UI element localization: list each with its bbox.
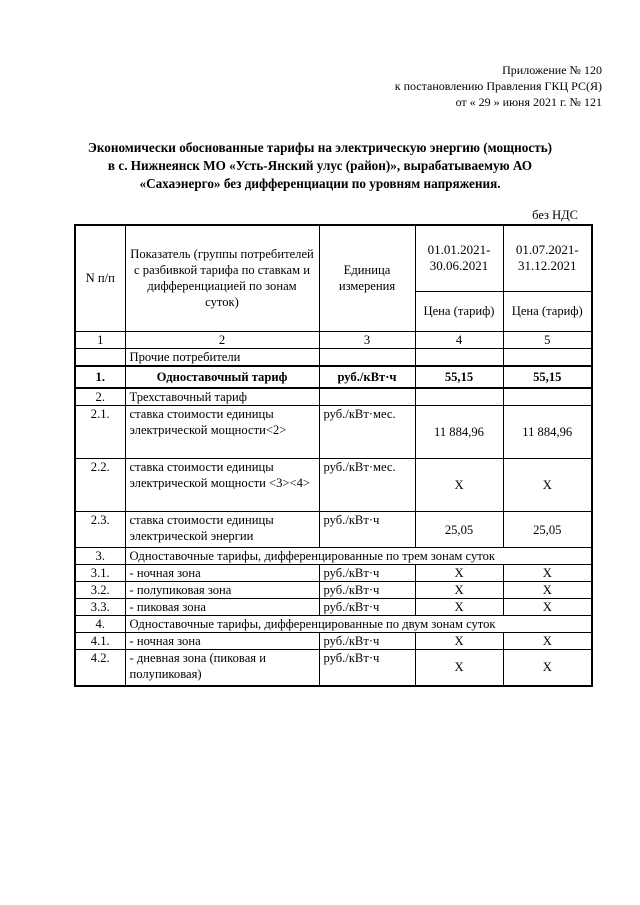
row-value-1: Х xyxy=(415,459,503,512)
table-row xyxy=(75,388,592,406)
title-line-3: «Сахаэнерго» без дифференциации по уровням напряжения. xyxy=(139,176,501,191)
table-row xyxy=(75,616,592,633)
vat-note: без НДС xyxy=(532,208,578,222)
row-num: 4.2. xyxy=(75,650,125,686)
row-unit: руб./кВт·ч xyxy=(319,565,415,582)
row-name: - дневная зона (пиковая и полупиковая) xyxy=(125,650,319,686)
row-name: ставка стоимости единицы электрической мощности<2> xyxy=(125,406,319,459)
row-value-2: Х xyxy=(503,459,592,512)
row-num: 4. xyxy=(75,616,125,633)
row-value-2: Х xyxy=(503,565,592,582)
row-unit: руб./кВт·мес. xyxy=(319,406,415,459)
appendix-line-1: Приложение № 120 xyxy=(502,63,602,77)
table-row xyxy=(75,366,592,388)
row-num: 3.3. xyxy=(75,599,125,616)
row-num: 2.2. xyxy=(75,459,125,512)
row-num: 3.1. xyxy=(75,565,125,582)
row-unit: руб./кВт·ч xyxy=(319,582,415,599)
table-row xyxy=(75,650,592,686)
row-value-2: Х xyxy=(503,582,592,599)
row-name: ставка стоимости единицы электрической энергии xyxy=(125,512,319,548)
col-num-5: 5 xyxy=(503,331,592,348)
row-value-2: Х xyxy=(503,599,592,616)
row-unit: руб./кВт·ч xyxy=(319,599,415,616)
title-line-2: в с. Нижнеянск МО «Усть-Янский улус (район)», вырабатываемую АО xyxy=(107,158,533,173)
table-row xyxy=(75,582,592,599)
header-unit: Единица измерения xyxy=(319,225,415,331)
table-row xyxy=(75,548,592,565)
row-value-1: 55,15 xyxy=(415,366,503,388)
table-row xyxy=(75,633,592,650)
row-value-1: Х xyxy=(415,582,503,599)
col-num-1: 1 xyxy=(75,331,125,348)
header-period-1: 01.01.2021-30.06.2021 xyxy=(415,225,503,291)
group-row-other-consumers xyxy=(75,348,592,366)
document-title xyxy=(40,139,600,193)
header-price-2: Цена (тариф) xyxy=(503,291,592,331)
table-row xyxy=(75,512,592,548)
row-num: 2.3. xyxy=(75,512,125,548)
header-indicator: Показатель (группы потребителей с разбивкой тарифа по ставкам и дифференциацией по зонам суток) xyxy=(125,225,319,331)
appendix-header xyxy=(395,62,602,110)
row-num: 2.1. xyxy=(75,406,125,459)
table-row xyxy=(75,406,592,459)
row-value-2: 55,15 xyxy=(503,366,592,388)
header-row xyxy=(75,225,592,291)
col-num-2: 2 xyxy=(125,331,319,348)
row-value-1: Х xyxy=(415,650,503,686)
row-unit: руб./кВт·ч xyxy=(319,366,415,388)
row-name: ставка стоимости единицы электрической мощности <3><4> xyxy=(125,459,319,512)
row-name: Трехставочный тариф xyxy=(125,388,319,406)
row-value-1: Х xyxy=(415,633,503,650)
row-unit: руб./кВт·мес. xyxy=(319,459,415,512)
row-name: - пиковая зона xyxy=(125,599,319,616)
header-num: N п/п xyxy=(75,225,125,331)
row-value-1: Х xyxy=(415,599,503,616)
row-name: - ночная зона xyxy=(125,565,319,582)
row-value-1: 11 884,96 xyxy=(415,406,503,459)
row-value-1: 25,05 xyxy=(415,512,503,548)
table-row xyxy=(75,599,592,616)
row-value-2: Х xyxy=(503,650,592,686)
table-row xyxy=(75,565,592,582)
row-name: Одноставочные тарифы, дифференцированные по трем зонам суток xyxy=(125,548,592,565)
group-label: Прочие потребители xyxy=(125,348,319,366)
row-name: Одноставочные тарифы, дифференцированные по двум зонам суток xyxy=(125,616,592,633)
row-num: 2. xyxy=(75,388,125,406)
appendix-line-2: к постановлению Правления ГКЦ РС(Я) xyxy=(394,79,602,93)
header-period-2: 01.07.2021-31.12.2021 xyxy=(503,225,592,291)
row-num: 3.2. xyxy=(75,582,125,599)
col-num-3: 3 xyxy=(319,331,415,348)
row-unit: руб./кВт·ч xyxy=(319,650,415,686)
row-name: - ночная зона xyxy=(125,633,319,650)
col-num-4: 4 xyxy=(415,331,503,348)
title-line-1: Экономически обоснованные тарифы на электрическую энергию (мощность) xyxy=(87,140,553,155)
column-number-row xyxy=(75,331,592,348)
row-name: - полупиковая зона xyxy=(125,582,319,599)
row-unit: руб./кВт·ч xyxy=(319,633,415,650)
tariff-table xyxy=(74,224,593,687)
row-value-1: Х xyxy=(415,565,503,582)
row-value-2: 25,05 xyxy=(503,512,592,548)
row-unit: руб./кВт·ч xyxy=(319,512,415,548)
row-num: 3. xyxy=(75,548,125,565)
row-value-2: 11 884,96 xyxy=(503,406,592,459)
header-price-1: Цена (тариф) xyxy=(415,291,503,331)
row-value-2: Х xyxy=(503,633,592,650)
row-num: 1. xyxy=(75,366,125,388)
table-row xyxy=(75,459,592,512)
row-num: 4.1. xyxy=(75,633,125,650)
appendix-line-3: от « 29 » июня 2021 г. № 121 xyxy=(455,95,602,109)
row-name: Одноставочный тариф xyxy=(125,366,319,388)
